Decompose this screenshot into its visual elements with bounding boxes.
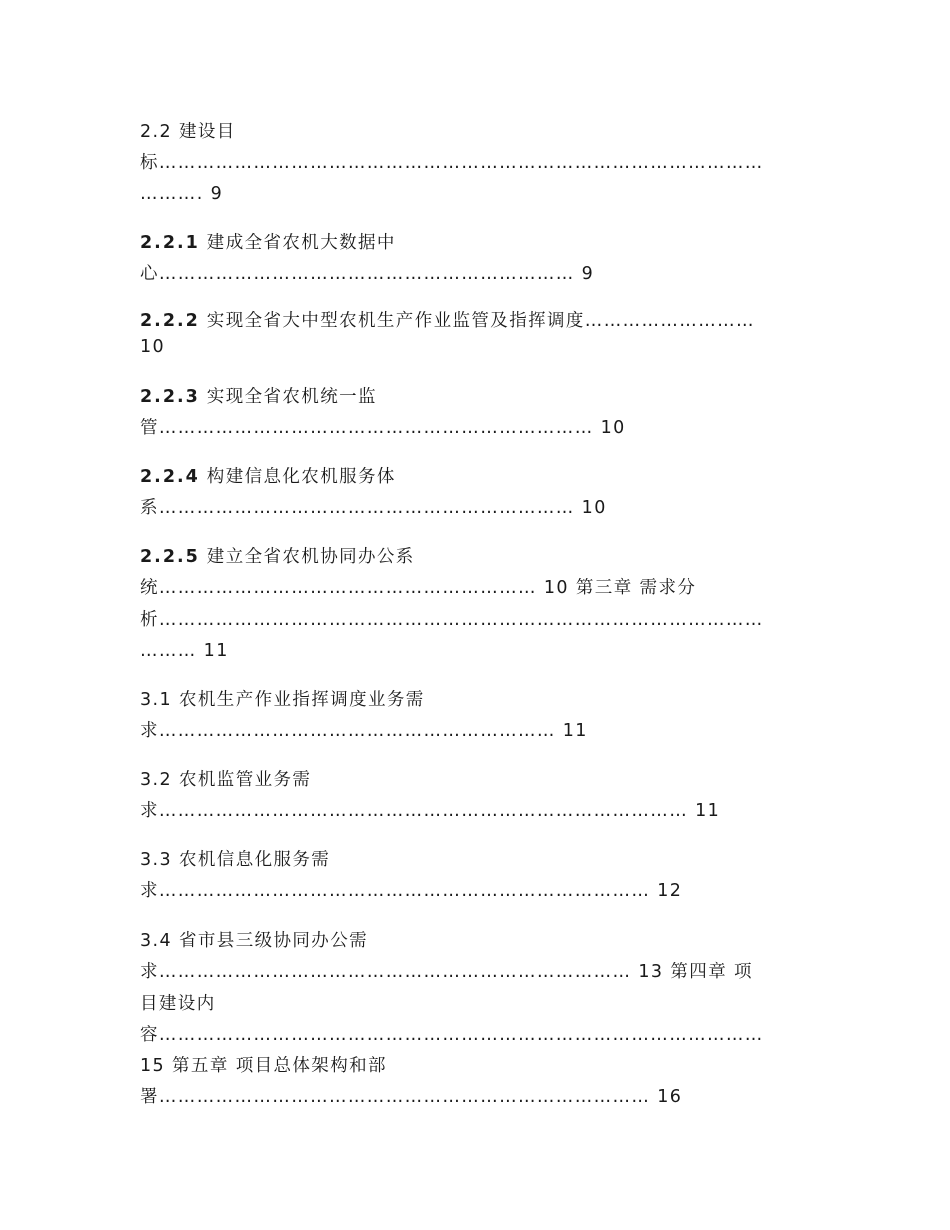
toc-leader: 容…………………………………………………………………………………… (140, 1025, 764, 1045)
toc-number: 3.3 (140, 850, 173, 870)
toc-number: 2.2.4 (140, 467, 200, 487)
toc-title: 15 第五章 项目总体架构和部 (140, 1056, 387, 1076)
toc-entry-2-2-1-title[interactable] (140, 232, 396, 254)
toc-leader: 析…………………………………………………………………………………… (140, 610, 764, 630)
toc-leader: 署…………………………………………………………………… 16 (140, 1087, 683, 1107)
toc-title: 省市县三级协同办公需 (179, 931, 368, 951)
toc-entry-2-2-2-title[interactable] (140, 310, 755, 332)
toc-title: 构建信息化农机服务体 (206, 467, 396, 487)
toc-page-number: ………. 9 (140, 184, 224, 204)
toc-number: 3.1 (140, 690, 173, 710)
toc-number: 2.2 (140, 122, 173, 142)
toc-title: 建立全省农机协同办公系 (206, 547, 415, 567)
toc-entry-3-3-title[interactable] (140, 849, 330, 871)
toc-number: 3.4 (140, 931, 173, 951)
toc-leader: 求………………………………………………………………… 13 第四章 项 (140, 962, 753, 982)
toc-leader: 管…………………………………………………………… 10 (140, 418, 626, 438)
toc-title: 目建设内 (140, 994, 216, 1014)
toc-page-number: ……… 11 (140, 641, 229, 661)
toc-leader: 统…………………………………………………… 10 第三章 需求分 (140, 578, 697, 598)
toc-entry-3-1-title[interactable] (140, 689, 425, 711)
toc-leader: 心………………………………………………………… 9 (140, 264, 595, 284)
toc-leader: 求……………………………………………………… 11 (140, 721, 588, 741)
toc-title: 农机监管业务需 (179, 770, 312, 790)
toc-title: 建成全省农机大数据中 (206, 233, 396, 253)
toc-number: 2.2.5 (140, 547, 200, 567)
toc-leader: 系………………………………………………………… 10 (140, 498, 607, 518)
toc-title: 建设目 (179, 122, 236, 142)
toc-entry-2-2-title[interactable] (140, 121, 236, 143)
toc-entry-2-2-5-title[interactable] (140, 546, 415, 568)
toc-leader: 标…………………………………………………………………………………… (140, 153, 764, 173)
toc-title: 农机生产作业指挥调度业务需 (179, 690, 425, 710)
toc-title: 农机信息化服务需 (179, 850, 331, 870)
toc-number: 2.2.2 (140, 311, 200, 331)
toc-leader: 求…………………………………………………………………… 12 (140, 881, 683, 901)
toc-entry-3-2-title[interactable] (140, 769, 311, 791)
toc-title: 实现全省大中型农机生产作业监管及指挥调度……………………… (206, 311, 755, 331)
toc-number: 3.2 (140, 770, 173, 790)
toc-entry-2-2-3-title[interactable] (140, 386, 377, 408)
toc-entry-3-4-title[interactable] (140, 930, 368, 952)
toc-title: 实现全省农机统一监 (206, 387, 377, 407)
toc-entry-2-2-4-title[interactable] (140, 466, 396, 488)
toc-leader: 求………………………………………………………………………… 11 (140, 801, 721, 821)
toc-page-number: 10 (140, 337, 166, 357)
toc-number: 2.2.1 (140, 233, 200, 253)
toc-number: 2.2.3 (140, 387, 200, 407)
